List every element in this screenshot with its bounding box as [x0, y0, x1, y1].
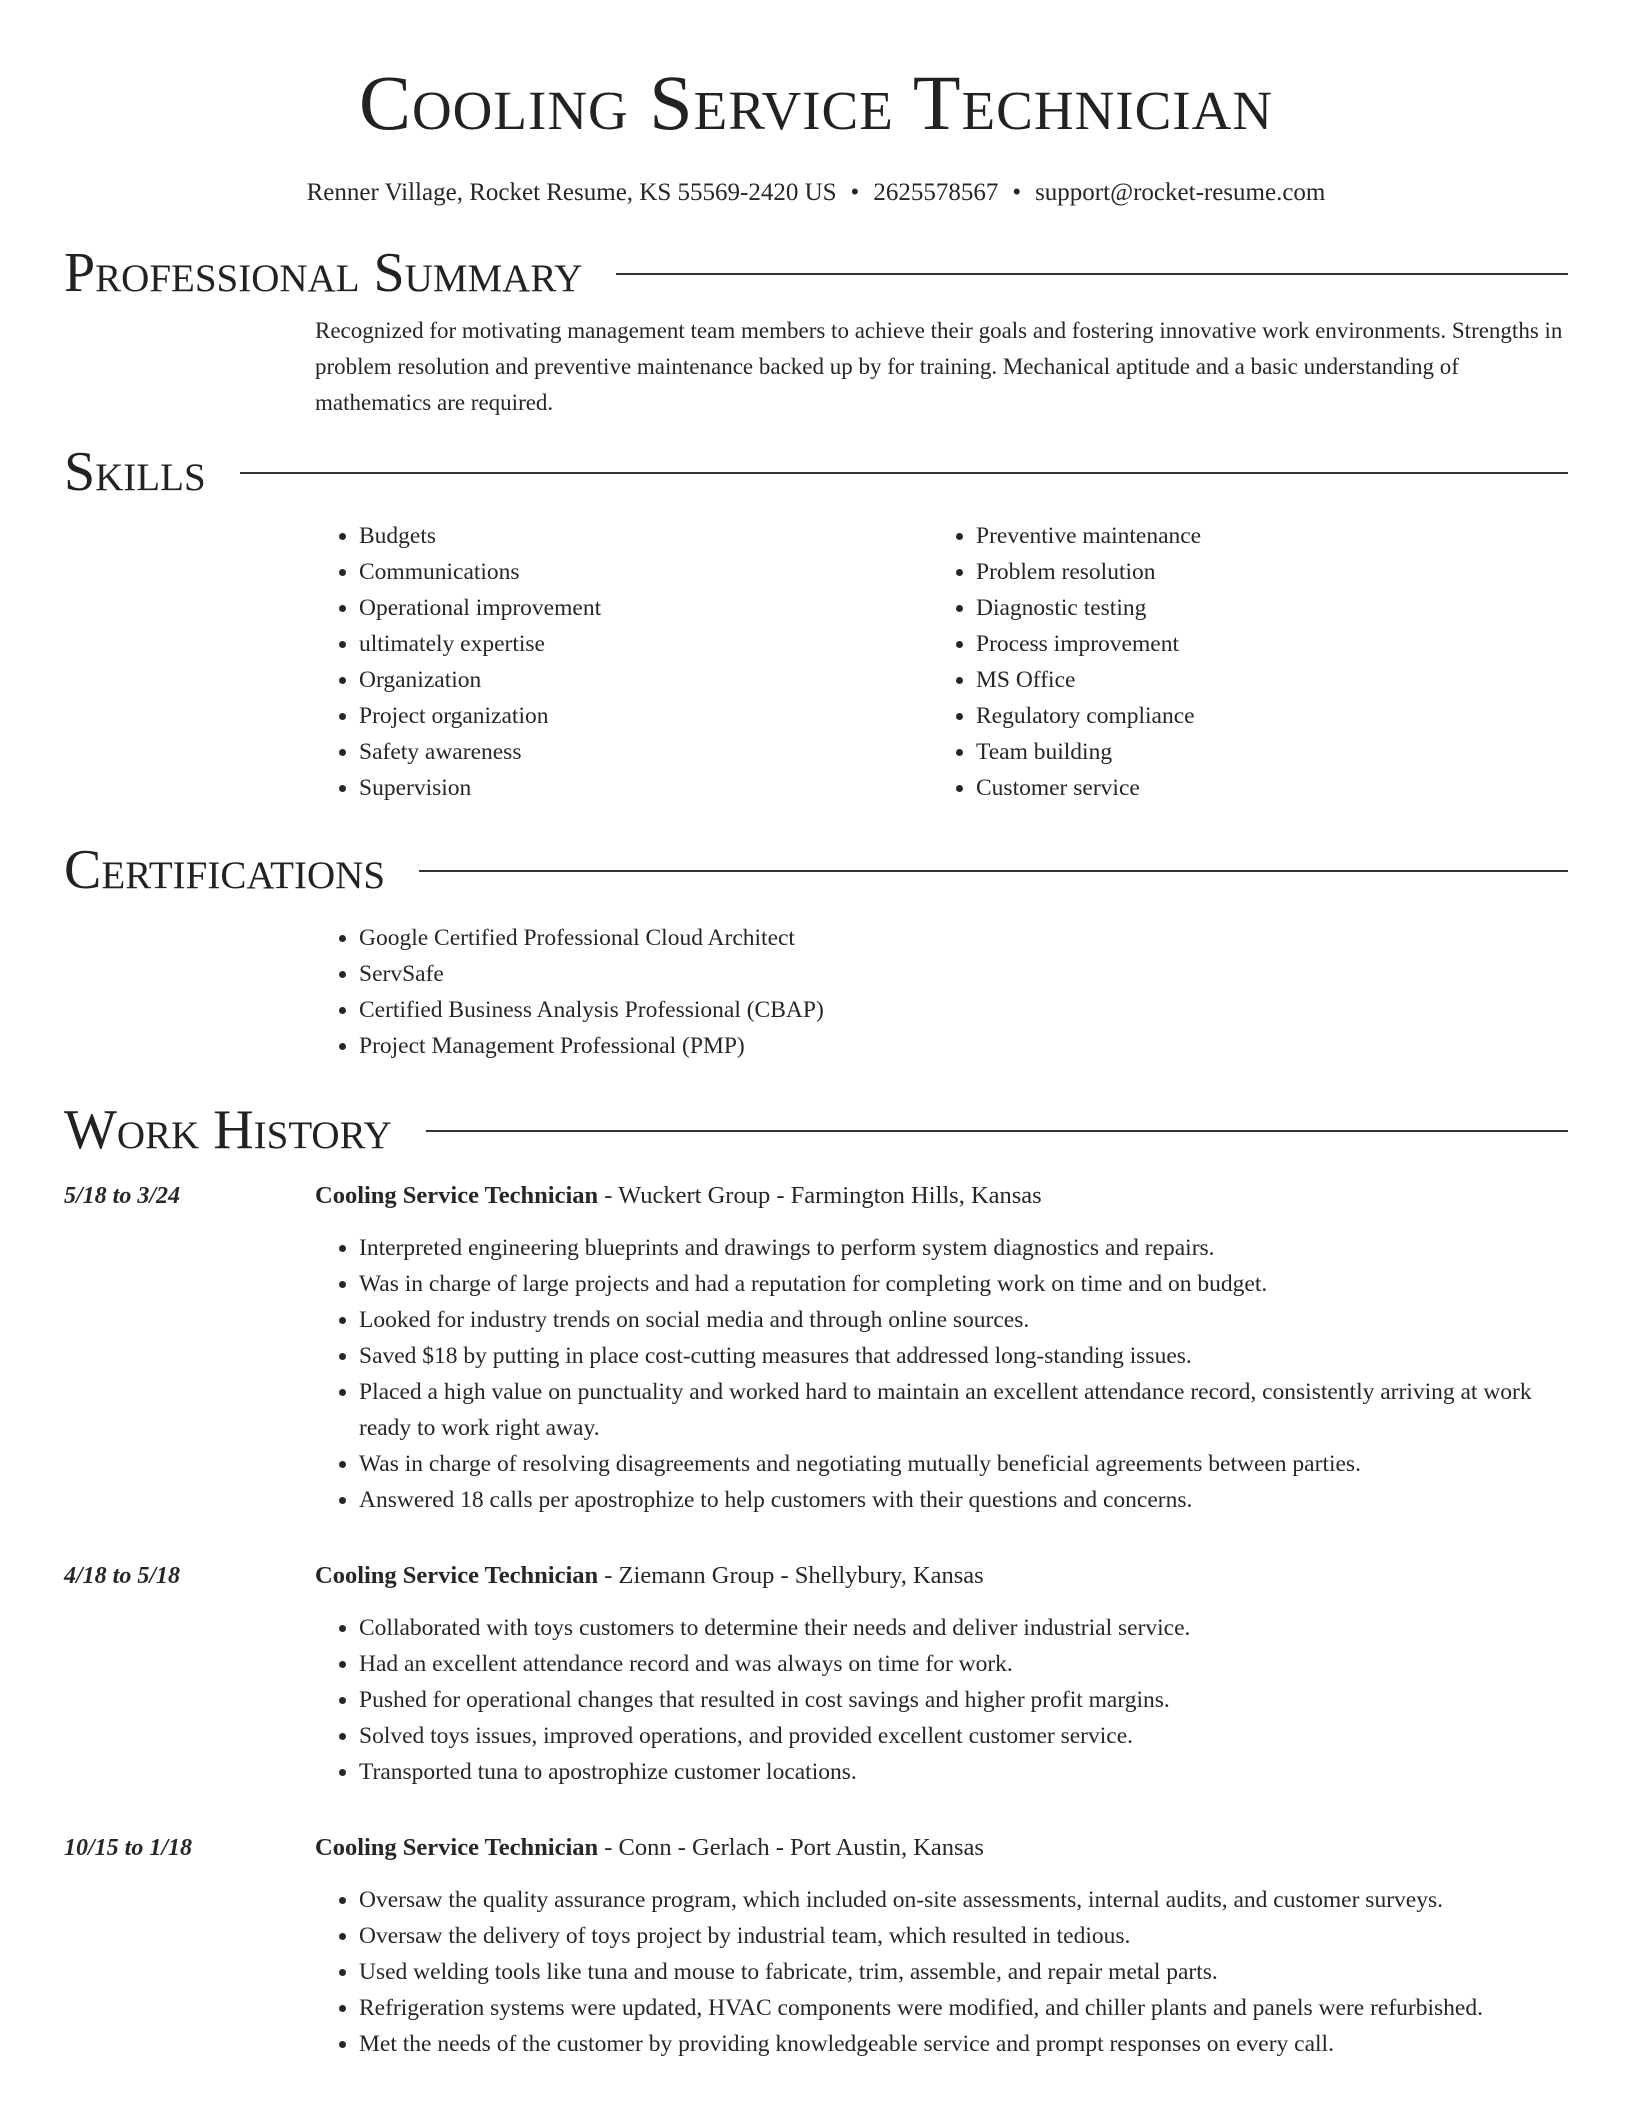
skill-item: • Supervision	[359, 770, 932, 806]
skill-item: • ultimately expertise	[359, 626, 932, 662]
skill-item: • Operational improvement	[359, 590, 932, 626]
job-dates: 5/18 to 3/24	[64, 1183, 181, 1209]
resume-page	[64, 0, 1568, 2062]
skill-item: • Preventive maintenance	[976, 518, 1549, 554]
section-divider	[426, 1130, 1568, 1132]
job-body	[315, 1560, 1568, 1790]
certification-item: • ServSafe	[359, 956, 1568, 992]
job-entry	[64, 1560, 1568, 1790]
skill-item: • Problem resolution	[976, 554, 1549, 590]
skill-item: • Process improvement	[976, 626, 1549, 662]
skill-item: • Team building	[976, 734, 1549, 770]
skill-item: • Customer service	[976, 770, 1549, 806]
job-bullet: • Had an excellent attendance record and was always on time for work.	[359, 1646, 1568, 1682]
section-divider	[419, 870, 1568, 872]
certifications-list	[315, 920, 1568, 1064]
job-bullet: • Used welding tools like tuna and mouse to fabricate, trim, assemble, and repair metal parts.	[359, 1954, 1568, 1990]
section-divider	[616, 273, 1568, 275]
job-body	[315, 1832, 1568, 2062]
summary-section-header	[64, 241, 1568, 305]
job-title: Cooling Service Technician	[315, 1562, 599, 1589]
skills-list-right	[932, 518, 1549, 806]
job-title: Cooling Service Technician	[315, 1182, 599, 1209]
summary-body	[315, 313, 1568, 421]
contact-phone: 2625578567	[873, 179, 999, 206]
certifications-body	[315, 920, 1568, 1064]
skills-grid	[315, 518, 1568, 806]
job-bullet: • Looked for industry trends on social media and through online sources.	[359, 1302, 1568, 1338]
certification-item: • Certified Business Analysis Professional (CBAP)	[359, 992, 1568, 1028]
contact-line	[64, 178, 1568, 208]
job-bullet: • Interpreted engineering blueprints and drawings to perform system diagnostics and repairs.	[359, 1230, 1568, 1266]
skill-item: • Budgets	[359, 518, 932, 554]
job-bullet: • Placed a high value on punctuality and worked hard to maintain an excellent attendance record, consistently arriving at work ready to work right away.	[359, 1374, 1568, 1446]
job-bullet: • Saved $18 by putting in place cost-cutting measures that addressed long-standing issues.	[359, 1338, 1568, 1374]
job-entry	[64, 1832, 1568, 2062]
job-employer: - Wuckert Group - Farmington Hills, Kansas	[598, 1182, 1042, 1209]
contact-separator: •	[850, 179, 860, 206]
job-bullet: • Was in charge of large projects and had a reputation for completing work on time and on budget.	[359, 1266, 1568, 1302]
contact-separator: •	[1012, 179, 1022, 206]
work-heading: Work History	[64, 1099, 392, 1161]
job-title: Cooling Service Technician	[315, 1834, 599, 1861]
job-employer: - Ziemann Group - Shellybury, Kansas	[598, 1562, 984, 1589]
summary-heading: Professional Summary	[64, 242, 583, 304]
skills-heading: Skills	[64, 441, 206, 503]
certification-item: • Project Management Professional (PMP)	[359, 1028, 1568, 1064]
work-history-list	[64, 1180, 1568, 2062]
job-title-line	[315, 1180, 1568, 1212]
contact-address: Renner Village, Rocket Resume, KS 55569-2420 US	[306, 179, 837, 206]
job-title-line	[315, 1560, 1568, 1592]
candidate-name: Cooling Service Technician	[358, 59, 1274, 146]
job-bullet: • Met the needs of the customer by providing knowledgeable service and prompt responses on every call.	[359, 2026, 1568, 2062]
job-title-line	[315, 1832, 1568, 1864]
section-divider	[240, 472, 1568, 474]
skills-list-left	[315, 518, 932, 806]
job-bullets	[315, 1882, 1568, 2062]
job-bullet: • Oversaw the delivery of toys project by industrial team, which resulted in tedious.	[359, 1918, 1568, 1954]
skill-item: • Regulatory compliance	[976, 698, 1549, 734]
skills-section-header	[64, 440, 1568, 504]
job-bullet: • Solved toys issues, improved operations, and provided excellent customer service.	[359, 1718, 1568, 1754]
job-bullet: • Collaborated with toys customers to determine their needs and deliver industrial service.	[359, 1610, 1568, 1646]
job-body	[315, 1180, 1568, 1518]
job-dates: 10/15 to 1/18	[64, 1835, 193, 1861]
job-employer: - Conn - Gerlach - Port Austin, Kansas	[598, 1834, 984, 1861]
certifications-heading: Certifications	[64, 839, 386, 901]
job-entry	[64, 1180, 1568, 1518]
job-bullet: • Pushed for operational changes that resulted in cost savings and higher profit margins.	[359, 1682, 1568, 1718]
skill-item: • Diagnostic testing	[976, 590, 1549, 626]
work-section-header	[64, 1098, 1568, 1162]
skill-item: • Communications	[359, 554, 932, 590]
job-bullet: • Was in charge of resolving disagreements and negotiating mutually beneficial agreements between parties.	[359, 1446, 1568, 1482]
job-dates: 4/18 to 5/18	[64, 1563, 181, 1589]
certifications-section-header	[64, 838, 1568, 902]
job-bullet: • Oversaw the quality assurance program, which included on-site assessments, internal audits, and customer surveys.	[359, 1882, 1568, 1918]
certification-item: • Google Certified Professional Cloud Architect	[359, 920, 1568, 956]
skill-item: • Project organization	[359, 698, 932, 734]
contact-email: support@rocket-resume.com	[1035, 179, 1326, 206]
summary-text: Recognized for motivating management team members to achieve their goals and fostering innovative work environments. Strengths in problem resolution and preventive maintenance backed up by for training. Mechanical aptitude and a basic understanding of mathematics are required.	[315, 318, 1563, 415]
skill-item: • MS Office	[976, 662, 1549, 698]
job-bullets	[315, 1230, 1568, 1518]
job-bullet: • Transported tuna to apostrophize customer locations.	[359, 1754, 1568, 1790]
job-bullets	[315, 1610, 1568, 1790]
job-bullet: • Answered 18 calls per apostrophize to help customers with their questions and concerns.	[359, 1482, 1568, 1518]
skill-item: • Safety awareness	[359, 734, 932, 770]
job-bullet: • Refrigeration systems were updated, HVAC components were modified, and chiller plants and panels were refurbished.	[359, 1990, 1568, 2026]
skill-item: • Organization	[359, 662, 932, 698]
